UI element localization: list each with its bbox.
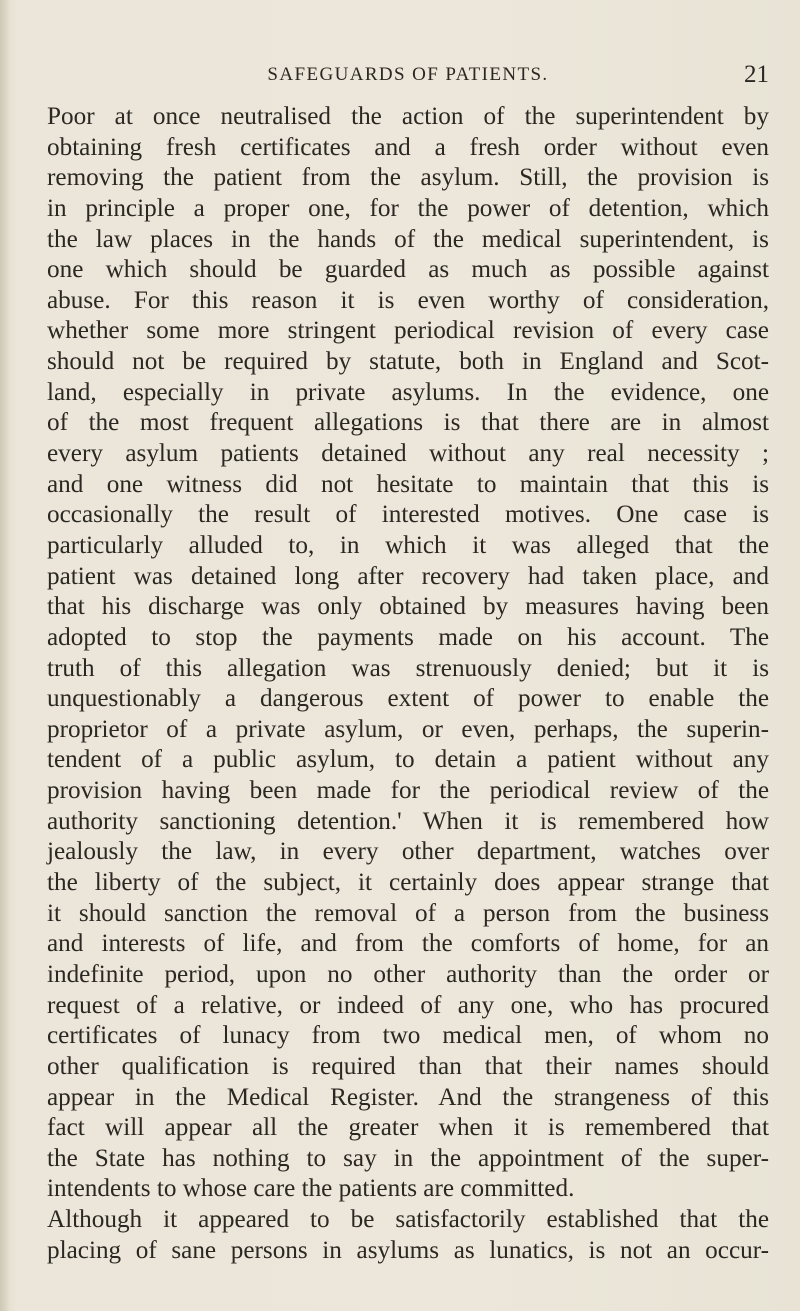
text-line: request of a relative, or indeed of any one, who has procured [47,991,769,1019]
running-head [47,60,769,94]
text-line: authority sanctioning detention.' When it is remembered how [47,807,769,835]
text-line: placing of sane persons in asylums as lunatics, is not an occur- [47,1236,769,1264]
text-line: land, especially in private asylums. In the evidence, one [47,378,769,406]
text-line: the liberty of the subject, it certainly does appear strange that [47,869,769,897]
text-line: should not be required by statute, both in England and Scot- [47,348,769,376]
text-line: Poor at once neutralised the action of the superintendent by [47,103,769,130]
binding-shadow [0,0,10,1311]
text-line: and one witness did not hesitate to maintain that this is [47,470,769,498]
text-line: the law places in the hands of the medical superintendent, is [47,225,769,253]
text-line: certificates of lunacy from two medical men, of whom no [47,1022,769,1050]
text-line: jealously the law, in every other department, watches over [47,838,769,866]
text-line: particularly alluded to, in which it was alleged that the [47,531,769,559]
text-line: proprietor of a private asylum, or even, perhaps, the superin- [47,715,769,743]
text-line: fact will appear all the greater when it is remembered that [47,1114,769,1142]
text-line: occasionally the result of interested motives. One case is [47,501,769,529]
body-paragraph [47,102,769,1266]
page-number: 21 [744,61,769,88]
text-line: truth of this allegation was strenuously denied; but it is [47,654,769,682]
text-line: the State has nothing to say in the appointment of the super- [47,1144,769,1172]
text-line: removing the patient from the asylum. Still, the provision is [47,164,769,192]
text-line: it should sanction the removal of a person from the business [47,899,769,927]
text-line: of the most frequent allegations is that there are in almost [47,409,769,437]
text-line: patient was detained long after recovery had taken place, and [47,562,769,590]
text-line: appear in the Medical Register. And the strangeness of this [47,1083,769,1111]
text-line: unquestionably a dangerous extent of power to enable the [47,685,769,713]
text-line: indefinite period, upon no other authority than the order or [47,960,769,988]
text-line: whether some more stringent periodical revision of every case [47,317,769,345]
text-line: intendents to whose care the patients are committed. [47,1175,575,1203]
text-line: adopted to stop the payments made on his account. The [47,623,769,651]
text-line: other qualification is required than that their names should [47,1052,769,1080]
text-line: abuse. For this reason it is even worthy of consideration, [47,286,769,314]
text-line: one which should be guarded as much as possible against [47,256,769,284]
text-line: in principle a proper one, for the power of detention, which [47,194,769,222]
text-line: obtaining fresh certificates and a fresh order without even [47,133,769,161]
text-line: Although it appeared to be satisfactorily established that the [47,1206,769,1234]
text-line: that his discharge was only obtained by measures having been [47,593,769,621]
text-line: and interests of life, and from the comforts of home, for an [47,930,769,958]
text-line: provision having been made for the periodical review of the [47,777,769,805]
text-line: every asylum patients detained without any real necessity ; [47,440,769,468]
running-head-title: SAFEGUARDS OF PATIENTS. [267,64,549,85]
text-line: tendent of a public asylum, to detain a patient without any [47,746,769,774]
